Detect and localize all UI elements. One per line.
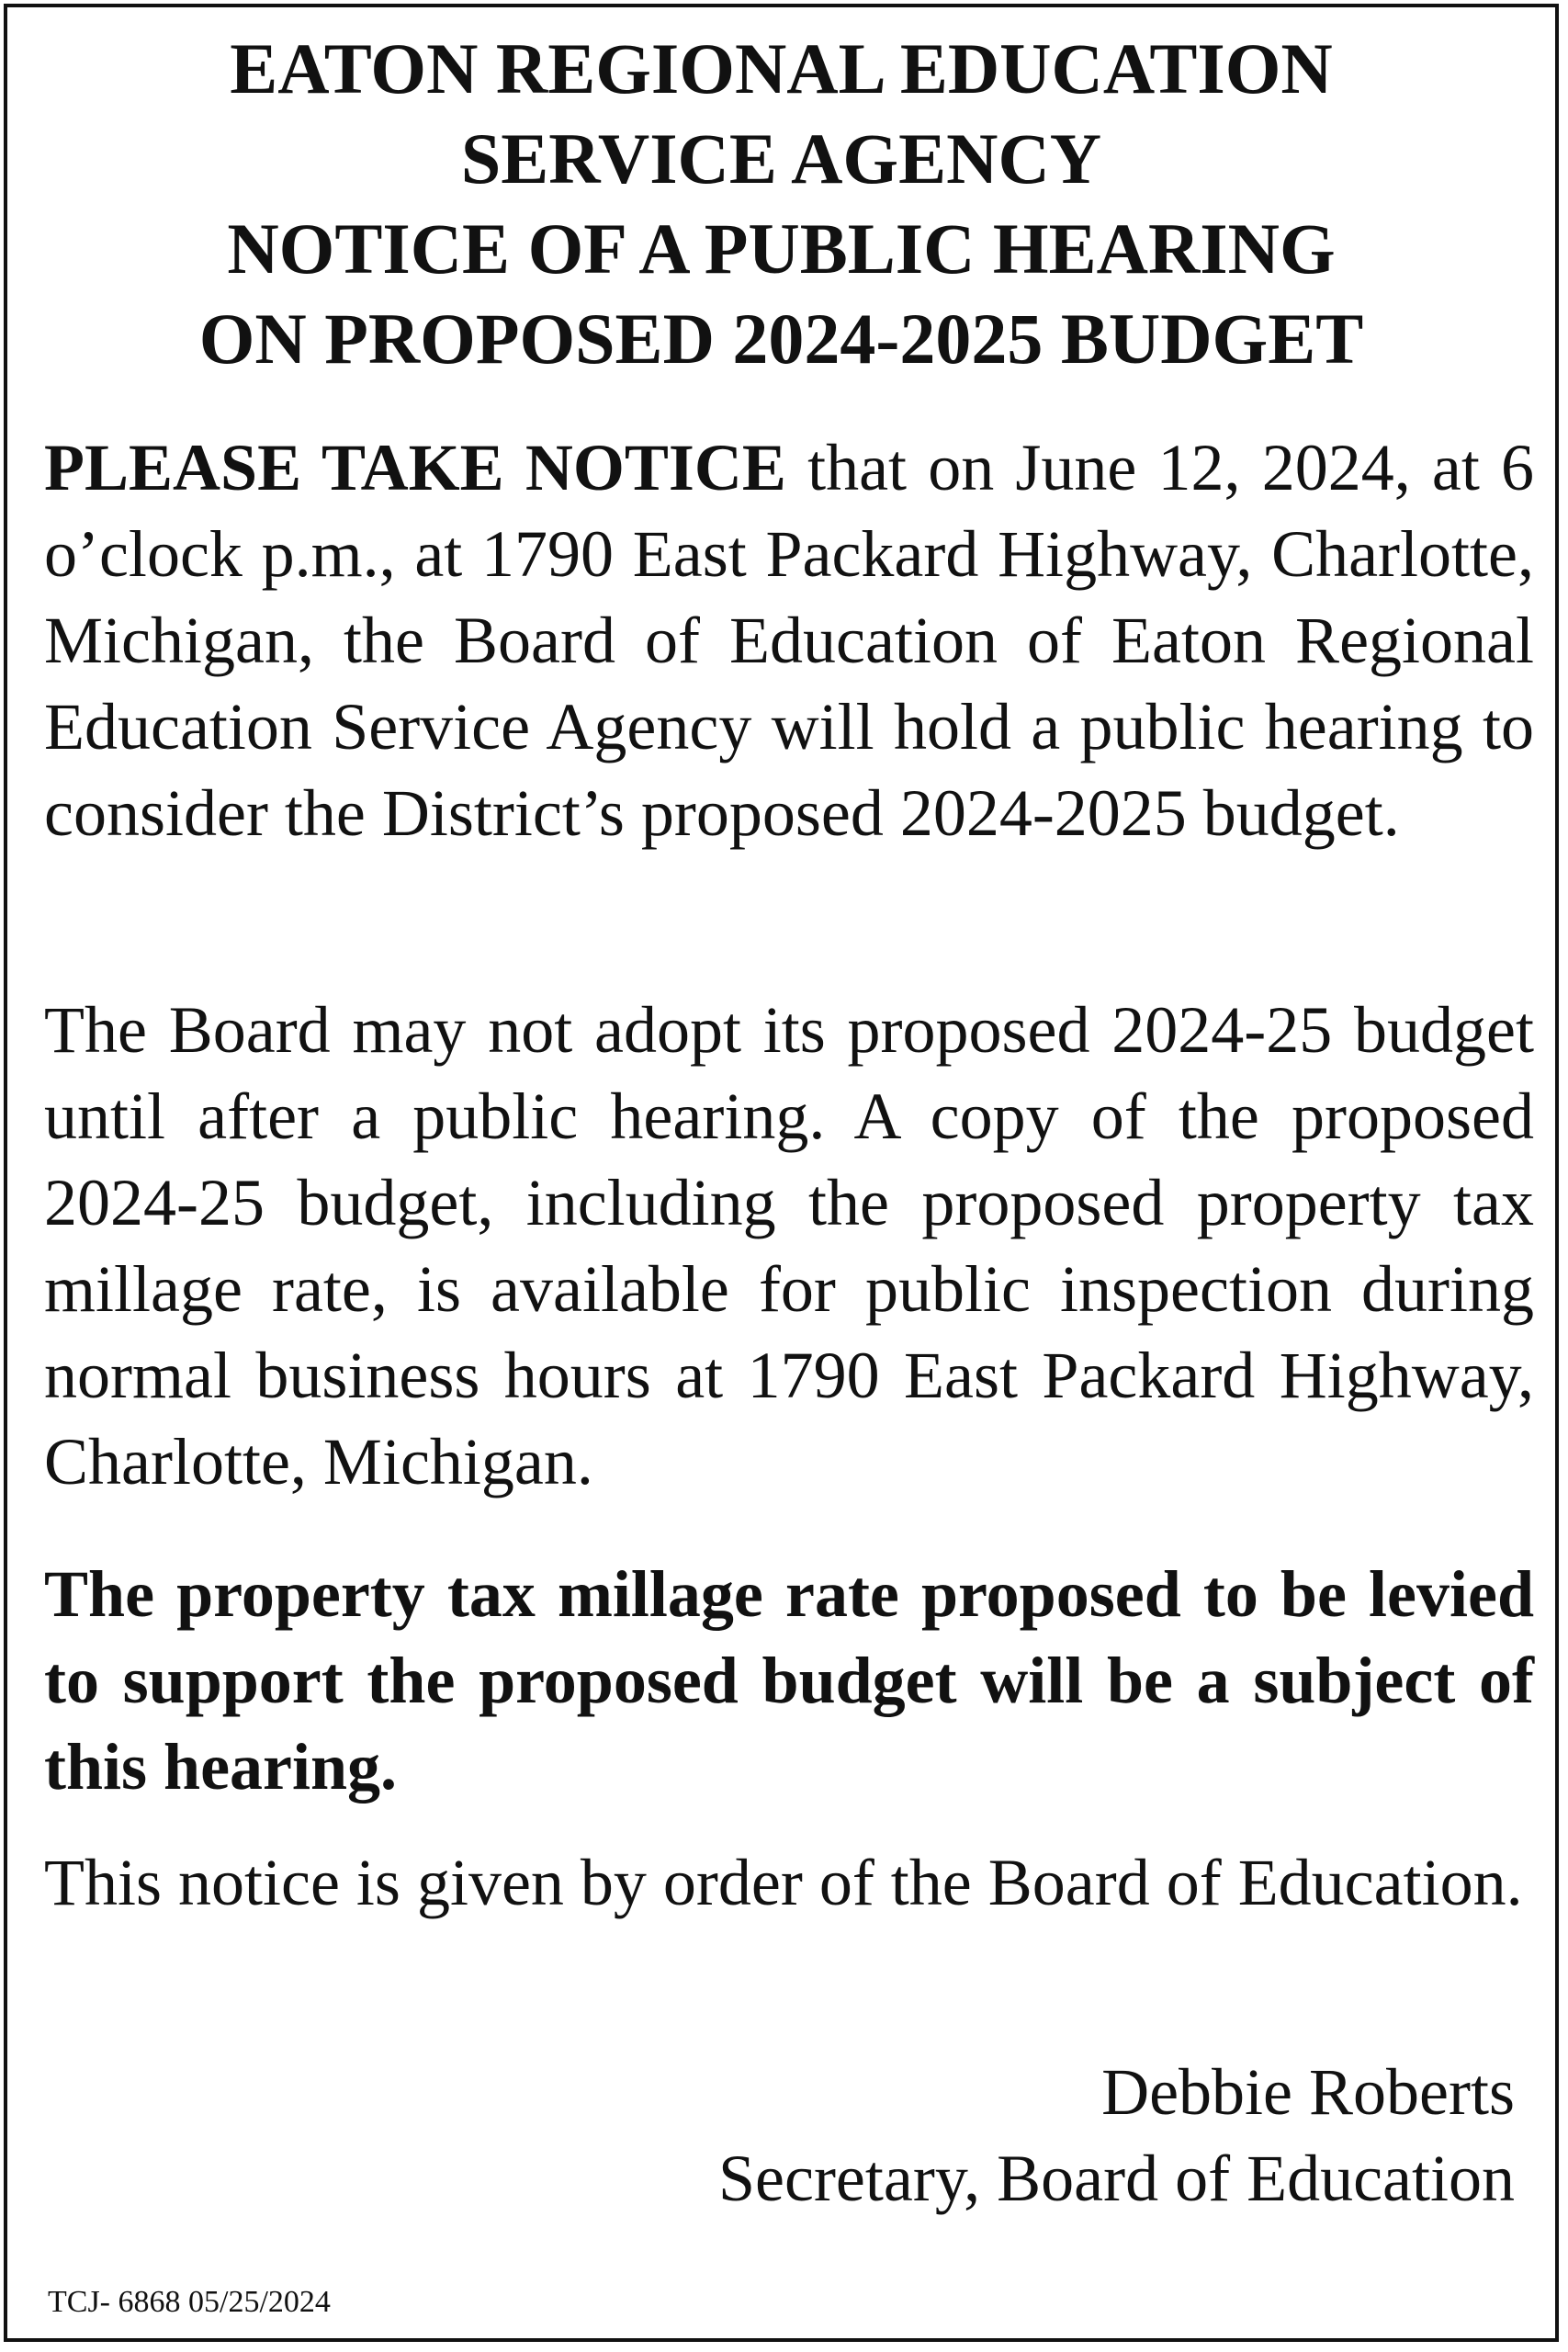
heading-line-1: EATON REGIONAL EDUCATION: [230, 28, 1333, 108]
heading-line-3: NOTICE OF A PUBLIC HEARING: [227, 209, 1336, 288]
notice-paragraph-3-bold: The property tax millage rate proposed to be levied to support the proposed budget will be a subject of this hearing.: [44, 1557, 1534, 1804]
notice-heading: [7, 24, 1555, 384]
signature-title: Secretary, Board of Education: [718, 2142, 1515, 2215]
heading-line-4: ON PROPOSED 2024-2025 BUDGET: [198, 299, 1364, 379]
notice-paragraph-1-text: that on June 12, 2024, at 6 o’clock p.m., at 1790 East Packard Highway, Charlotte, Michigan, the Board of Education of Eaton Regional Education Service Agency will hold a public hearing to consider the District’s proposed 2024-2025 budget.: [44, 431, 1534, 850]
heading-line-2: SERVICE AGENCY: [460, 119, 1102, 198]
publication-code: TCJ- 6868 05/25/2024: [48, 2285, 331, 2319]
notice-lead: PLEASE TAKE NOTICE: [44, 431, 786, 504]
notice-border: [4, 4, 1559, 2342]
notice-paragraph-1: [44, 424, 1534, 856]
signature-name: Debbie Roberts: [1101, 2055, 1515, 2129]
notice-paragraph-4: This notice is given by order of the Board of Education.: [44, 1846, 1523, 1919]
notice-paragraph-2: The Board may not adopt its proposed 2024-25 budget until after a public hearing. A copy of the proposed 2024-25 budget, including the proposed property tax millage rate, is available for public inspection during normal business hours at 1790 East Packard Highway, Charlotte, Michigan.: [44, 993, 1534, 1498]
